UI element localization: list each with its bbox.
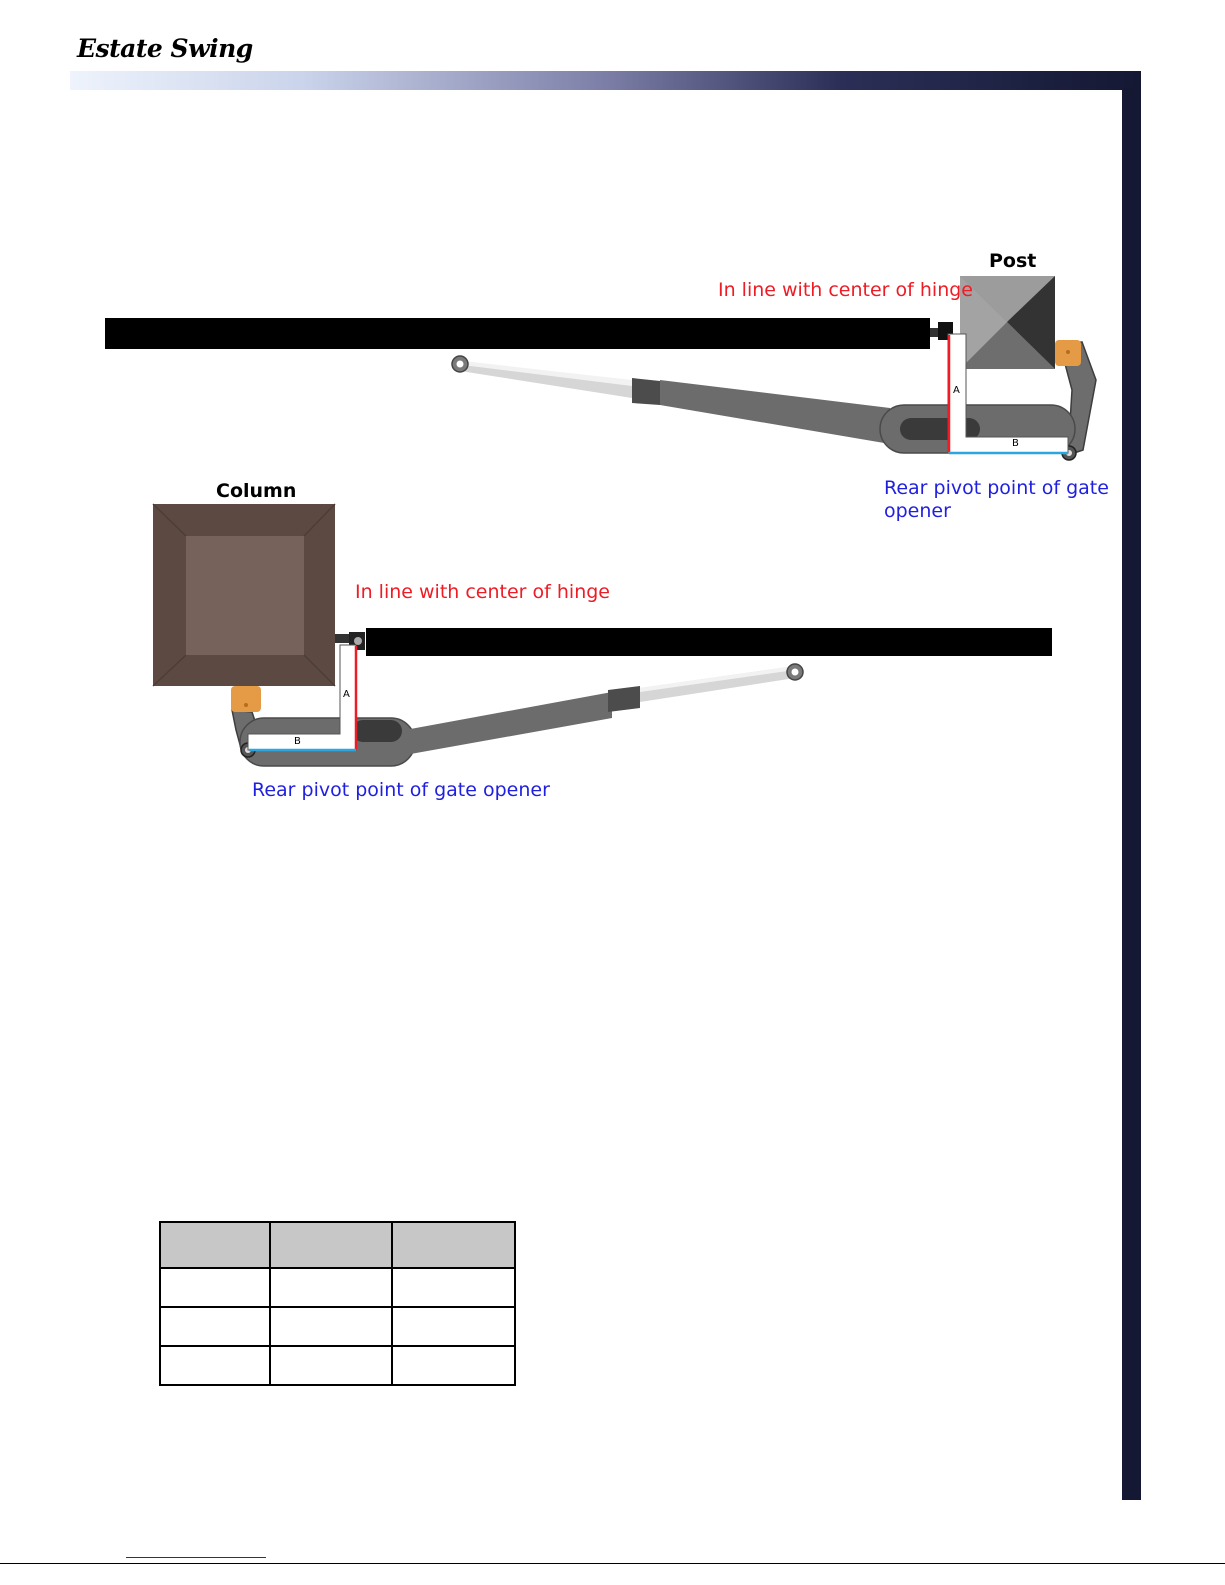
- table-header-cell: [270, 1222, 392, 1268]
- top-diagram: [105, 276, 1096, 460]
- brand-title: Estate Swing: [77, 34, 253, 63]
- table-cell: [160, 1268, 270, 1307]
- table-row: [160, 1346, 515, 1385]
- top-pivot-label-line1: Rear pivot point of gate: [884, 477, 1109, 499]
- table-cell: [270, 1268, 392, 1307]
- dimension-table: [159, 1221, 516, 1386]
- table-cell: [392, 1268, 515, 1307]
- table-header-row: [160, 1222, 515, 1268]
- top-pivot-label-line2: opener: [884, 500, 951, 522]
- table-cell: [392, 1346, 515, 1385]
- table-cell: [270, 1307, 392, 1346]
- bottom-pivot-label: Rear pivot point of gate opener: [252, 779, 550, 801]
- bottom-diagram: [153, 504, 1052, 766]
- footer-link-underline[interactable]: [126, 1557, 266, 1558]
- table-cell: [160, 1346, 270, 1385]
- top-hinge-label: In line with center of hinge: [718, 279, 973, 301]
- table-cell: [392, 1307, 515, 1346]
- table-row: [160, 1307, 515, 1346]
- bottom-bracket-mount: [231, 686, 261, 712]
- top-gate-bar: [105, 318, 930, 349]
- bottom-dimension-b-label: B: [294, 736, 301, 747]
- table-cell: [160, 1307, 270, 1346]
- footer-rule: [0, 1563, 1225, 1564]
- bottom-dimension-a-label: A: [343, 689, 350, 700]
- table-cell: [270, 1346, 392, 1385]
- bottom-hinge-label: In line with center of hinge: [355, 581, 610, 603]
- top-dimension-a-label: A: [953, 385, 960, 396]
- post-shape: [960, 276, 1055, 369]
- table-row: [160, 1268, 515, 1307]
- column-shape: [153, 504, 335, 686]
- column-label: Column: [216, 480, 297, 502]
- table-header-cell: [392, 1222, 515, 1268]
- table-header-cell: [160, 1222, 270, 1268]
- bottom-gate-bar: [366, 628, 1052, 656]
- top-dimension-b-label: B: [1012, 438, 1019, 449]
- post-label: Post: [989, 250, 1037, 272]
